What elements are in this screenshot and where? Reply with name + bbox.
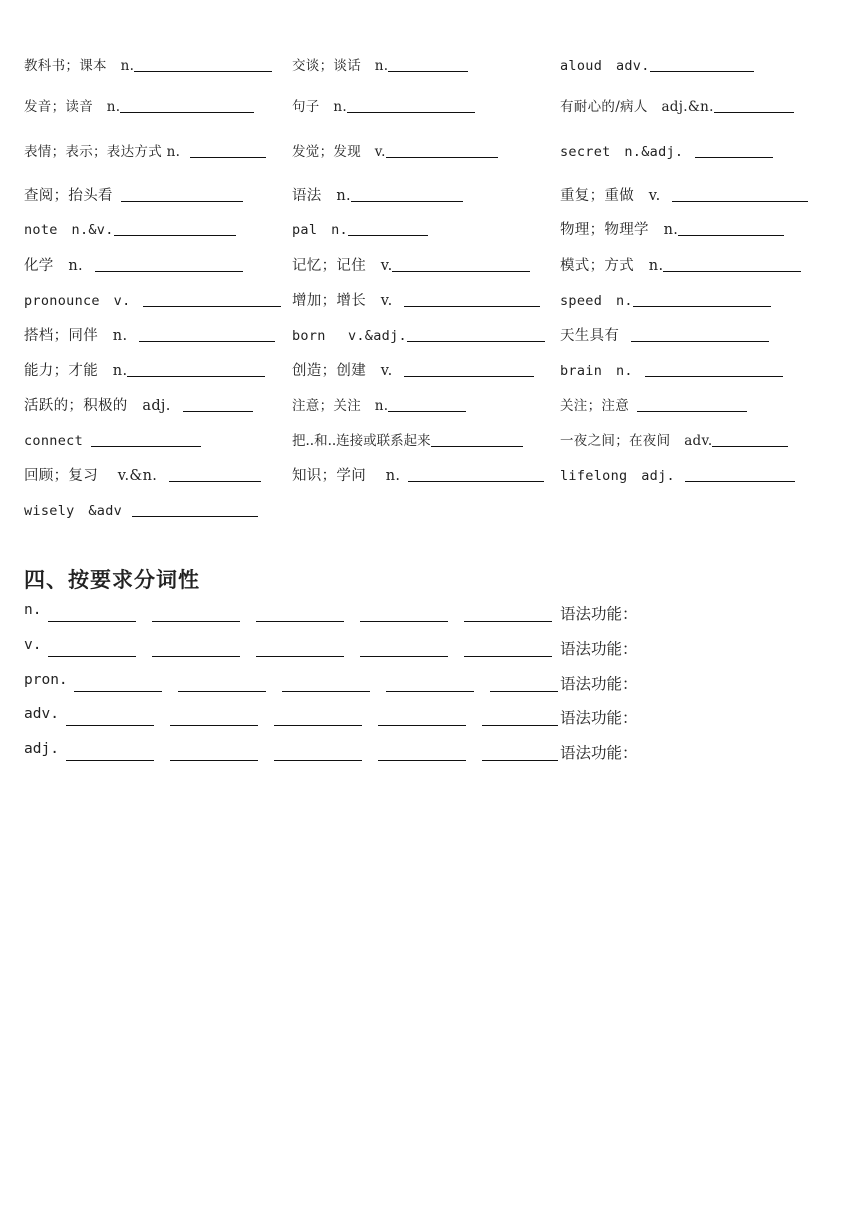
vocab-prompt: 有耐心的/病人 adj.&n. bbox=[560, 99, 714, 115]
vocab-row bbox=[0, 427, 860, 451]
vocab-item bbox=[560, 93, 794, 117]
vocab-prompt: 注意；关注 n. bbox=[292, 398, 389, 414]
answer-blank[interactable] bbox=[464, 620, 552, 622]
answer-blank[interactable] bbox=[663, 270, 801, 272]
vocab-row bbox=[0, 357, 860, 381]
grammar-function-label: 语法功能： bbox=[560, 709, 638, 727]
answer-blank[interactable] bbox=[714, 111, 794, 113]
answer-blank[interactable] bbox=[190, 156, 266, 158]
answer-blank[interactable] bbox=[360, 655, 448, 657]
vocab-item bbox=[24, 427, 201, 451]
answer-blank[interactable] bbox=[127, 375, 265, 377]
pos-row bbox=[0, 637, 860, 661]
answer-blank[interactable] bbox=[631, 340, 769, 342]
vocab-item bbox=[292, 462, 544, 486]
answer-blank[interactable] bbox=[152, 655, 240, 657]
vocab-item bbox=[292, 216, 428, 240]
vocab-prompt: speed n. bbox=[560, 293, 633, 309]
vocab-prompt: 模式；方式 n. bbox=[560, 258, 664, 274]
vocab-item bbox=[292, 93, 475, 117]
vocab-item bbox=[560, 182, 808, 206]
vocab-row bbox=[0, 216, 860, 240]
vocab-prompt: 表情；表示；表达方式 n. bbox=[24, 144, 181, 160]
answer-blank[interactable] bbox=[170, 759, 258, 761]
answer-blank[interactable] bbox=[360, 620, 448, 622]
answer-blank[interactable] bbox=[66, 759, 154, 761]
answer-blank[interactable] bbox=[386, 690, 474, 692]
answer-blank[interactable] bbox=[404, 375, 534, 377]
pos-label: adv. bbox=[24, 706, 59, 722]
vocab-prompt: 重复；重做 v. bbox=[560, 188, 661, 204]
vocab-item bbox=[24, 252, 243, 276]
vocab-prompt: 能力；才能 n. bbox=[24, 363, 128, 379]
vocab-item bbox=[292, 392, 466, 416]
pos-label: v. bbox=[24, 637, 42, 653]
vocab-item bbox=[560, 287, 771, 311]
section-title: 四、按要求分词性 bbox=[24, 568, 200, 592]
vocab-row bbox=[0, 287, 860, 311]
pos-label: adj. bbox=[24, 741, 59, 757]
answer-blank[interactable] bbox=[91, 445, 201, 447]
vocab-item bbox=[560, 216, 784, 240]
vocab-prompt: 活跃的；积极的 adj. bbox=[24, 398, 171, 414]
vocab-item bbox=[24, 182, 243, 206]
answer-blank[interactable] bbox=[256, 620, 344, 622]
vocab-item bbox=[560, 357, 783, 381]
grammar-function-label: 语法功能： bbox=[560, 640, 638, 658]
vocab-row bbox=[0, 462, 860, 486]
vocab-item bbox=[292, 427, 523, 451]
vocab-row bbox=[0, 497, 860, 521]
vocab-prompt: 物理；物理学 n. bbox=[560, 222, 679, 238]
vocab-prompt: 增加；增长 v. bbox=[292, 293, 393, 309]
pos-row bbox=[0, 602, 860, 626]
vocab-prompt: 知识；学问 n. bbox=[292, 468, 401, 484]
answer-blank[interactable] bbox=[282, 690, 370, 692]
answer-blank[interactable] bbox=[407, 340, 545, 342]
pos-label: pron. bbox=[24, 672, 68, 688]
answer-blank[interactable] bbox=[351, 200, 463, 202]
answer-blank[interactable] bbox=[114, 234, 236, 236]
answer-blank[interactable] bbox=[633, 305, 771, 307]
vocab-item bbox=[292, 182, 463, 206]
vocab-prompt: lifelong adj. bbox=[560, 468, 675, 484]
vocab-prompt: wisely &adv bbox=[24, 503, 123, 519]
answer-blank[interactable] bbox=[712, 445, 788, 447]
answer-blank[interactable] bbox=[348, 234, 428, 236]
answer-blank[interactable] bbox=[392, 270, 530, 272]
answer-blank[interactable] bbox=[672, 200, 808, 202]
vocab-prompt: 化学 n. bbox=[24, 258, 83, 274]
vocab-row bbox=[0, 138, 860, 162]
vocab-prompt: 回顾；复习 v.&n. bbox=[24, 468, 158, 484]
vocab-item bbox=[560, 392, 747, 416]
vocab-row bbox=[0, 392, 860, 416]
vocab-item bbox=[24, 52, 272, 76]
vocab-item bbox=[24, 462, 261, 486]
vocab-prompt: connect bbox=[24, 433, 83, 449]
vocab-item bbox=[560, 322, 769, 346]
answer-blank[interactable] bbox=[347, 111, 475, 113]
vocab-row bbox=[0, 93, 860, 117]
answer-blank[interactable] bbox=[48, 655, 136, 657]
answer-blank[interactable] bbox=[183, 410, 253, 412]
pos-label: n. bbox=[24, 602, 42, 618]
vocab-row bbox=[0, 322, 860, 346]
answer-blank[interactable] bbox=[274, 759, 362, 761]
answer-blank[interactable] bbox=[120, 111, 254, 113]
answer-blank[interactable] bbox=[650, 70, 754, 72]
grammar-function-label: 语法功能： bbox=[560, 605, 638, 623]
answer-blank[interactable] bbox=[404, 305, 540, 307]
vocab-item bbox=[24, 357, 265, 381]
vocab-item bbox=[24, 497, 258, 521]
vocab-item bbox=[560, 52, 754, 76]
vocab-row bbox=[0, 52, 860, 76]
vocab-prompt: 搭档；同伴 n. bbox=[24, 328, 128, 344]
vocab-item bbox=[560, 138, 773, 162]
vocab-prompt: pal n. bbox=[292, 222, 348, 238]
answer-blank[interactable] bbox=[482, 759, 558, 761]
vocab-prompt: pronounce v. bbox=[24, 293, 131, 309]
vocab-prompt: 发音；读音 n. bbox=[24, 99, 121, 115]
answer-blank[interactable] bbox=[408, 480, 544, 482]
answer-blank[interactable] bbox=[274, 724, 362, 726]
answer-blank[interactable] bbox=[74, 690, 162, 692]
vocab-item bbox=[292, 52, 468, 76]
vocab-prompt: brain n. bbox=[560, 363, 633, 379]
vocab-item bbox=[560, 252, 801, 276]
answer-blank[interactable] bbox=[482, 724, 558, 726]
vocab-row bbox=[0, 182, 860, 206]
vocab-prompt: aloud adv. bbox=[560, 58, 650, 74]
grammar-function-label: 语法功能： bbox=[560, 675, 638, 693]
answer-blank[interactable] bbox=[388, 410, 466, 412]
vocab-prompt: 发觉；发现 v. bbox=[292, 144, 386, 160]
answer-blank[interactable] bbox=[132, 515, 258, 517]
answer-blank[interactable] bbox=[678, 234, 784, 236]
vocab-prompt: 交谈；谈话 n. bbox=[292, 58, 389, 74]
answer-blank[interactable] bbox=[178, 690, 266, 692]
answer-blank[interactable] bbox=[152, 620, 240, 622]
vocab-item bbox=[560, 427, 788, 451]
answer-blank[interactable] bbox=[256, 655, 344, 657]
vocab-item bbox=[292, 138, 498, 162]
vocab-item bbox=[292, 357, 534, 381]
answer-blank[interactable] bbox=[170, 724, 258, 726]
answer-blank[interactable] bbox=[637, 410, 747, 412]
vocab-prompt: note n.&v. bbox=[24, 222, 114, 238]
answer-blank[interactable] bbox=[645, 375, 783, 377]
vocab-prompt: 句子 n. bbox=[292, 99, 347, 115]
answer-blank[interactable] bbox=[431, 445, 523, 447]
vocab-item bbox=[24, 138, 266, 162]
answer-blank[interactable] bbox=[48, 620, 136, 622]
vocab-item bbox=[24, 322, 275, 346]
vocab-item bbox=[292, 287, 540, 311]
vocab-prompt: 语法 n. bbox=[292, 188, 351, 204]
pos-row bbox=[0, 741, 860, 765]
vocab-prompt: born v.&adj. bbox=[292, 328, 407, 344]
vocab-row bbox=[0, 252, 860, 276]
answer-blank[interactable] bbox=[121, 200, 243, 202]
vocab-item bbox=[292, 322, 545, 346]
answer-blank[interactable] bbox=[143, 305, 281, 307]
pos-row bbox=[0, 706, 860, 730]
answer-blank[interactable] bbox=[169, 480, 261, 482]
vocab-item bbox=[24, 392, 253, 416]
answer-blank[interactable] bbox=[134, 70, 272, 72]
vocab-prompt: 教科书；课本 n. bbox=[24, 58, 135, 74]
grammar-function-label: 语法功能： bbox=[560, 744, 638, 762]
vocab-item bbox=[24, 93, 254, 117]
answer-blank[interactable] bbox=[695, 156, 773, 158]
vocab-prompt: 一夜之间；在夜间 adv. bbox=[560, 433, 713, 449]
answer-blank[interactable] bbox=[490, 690, 558, 692]
answer-blank[interactable] bbox=[139, 340, 275, 342]
vocab-prompt: 把..和..连接或联系起来 bbox=[292, 433, 431, 449]
answer-blank[interactable] bbox=[386, 156, 498, 158]
answer-blank[interactable] bbox=[66, 724, 154, 726]
answer-blank[interactable] bbox=[388, 70, 468, 72]
vocab-item bbox=[292, 252, 530, 276]
vocab-prompt: 天生具有 bbox=[560, 328, 620, 344]
answer-blank[interactable] bbox=[378, 759, 466, 761]
vocab-prompt: 记忆；记住 v. bbox=[292, 258, 393, 274]
vocab-item bbox=[560, 462, 795, 486]
pos-row bbox=[0, 672, 860, 696]
answer-blank[interactable] bbox=[685, 480, 795, 482]
vocab-prompt: 关注；注意 bbox=[560, 398, 629, 414]
vocab-item bbox=[24, 216, 236, 240]
answer-blank[interactable] bbox=[95, 270, 243, 272]
vocab-item bbox=[24, 287, 281, 311]
vocab-prompt: 查阅；抬头看 bbox=[24, 188, 113, 204]
answer-blank[interactable] bbox=[464, 655, 552, 657]
vocab-prompt: 创造；创建 v. bbox=[292, 363, 393, 379]
vocab-prompt: secret n.&adj. bbox=[560, 144, 684, 160]
answer-blank[interactable] bbox=[378, 724, 466, 726]
